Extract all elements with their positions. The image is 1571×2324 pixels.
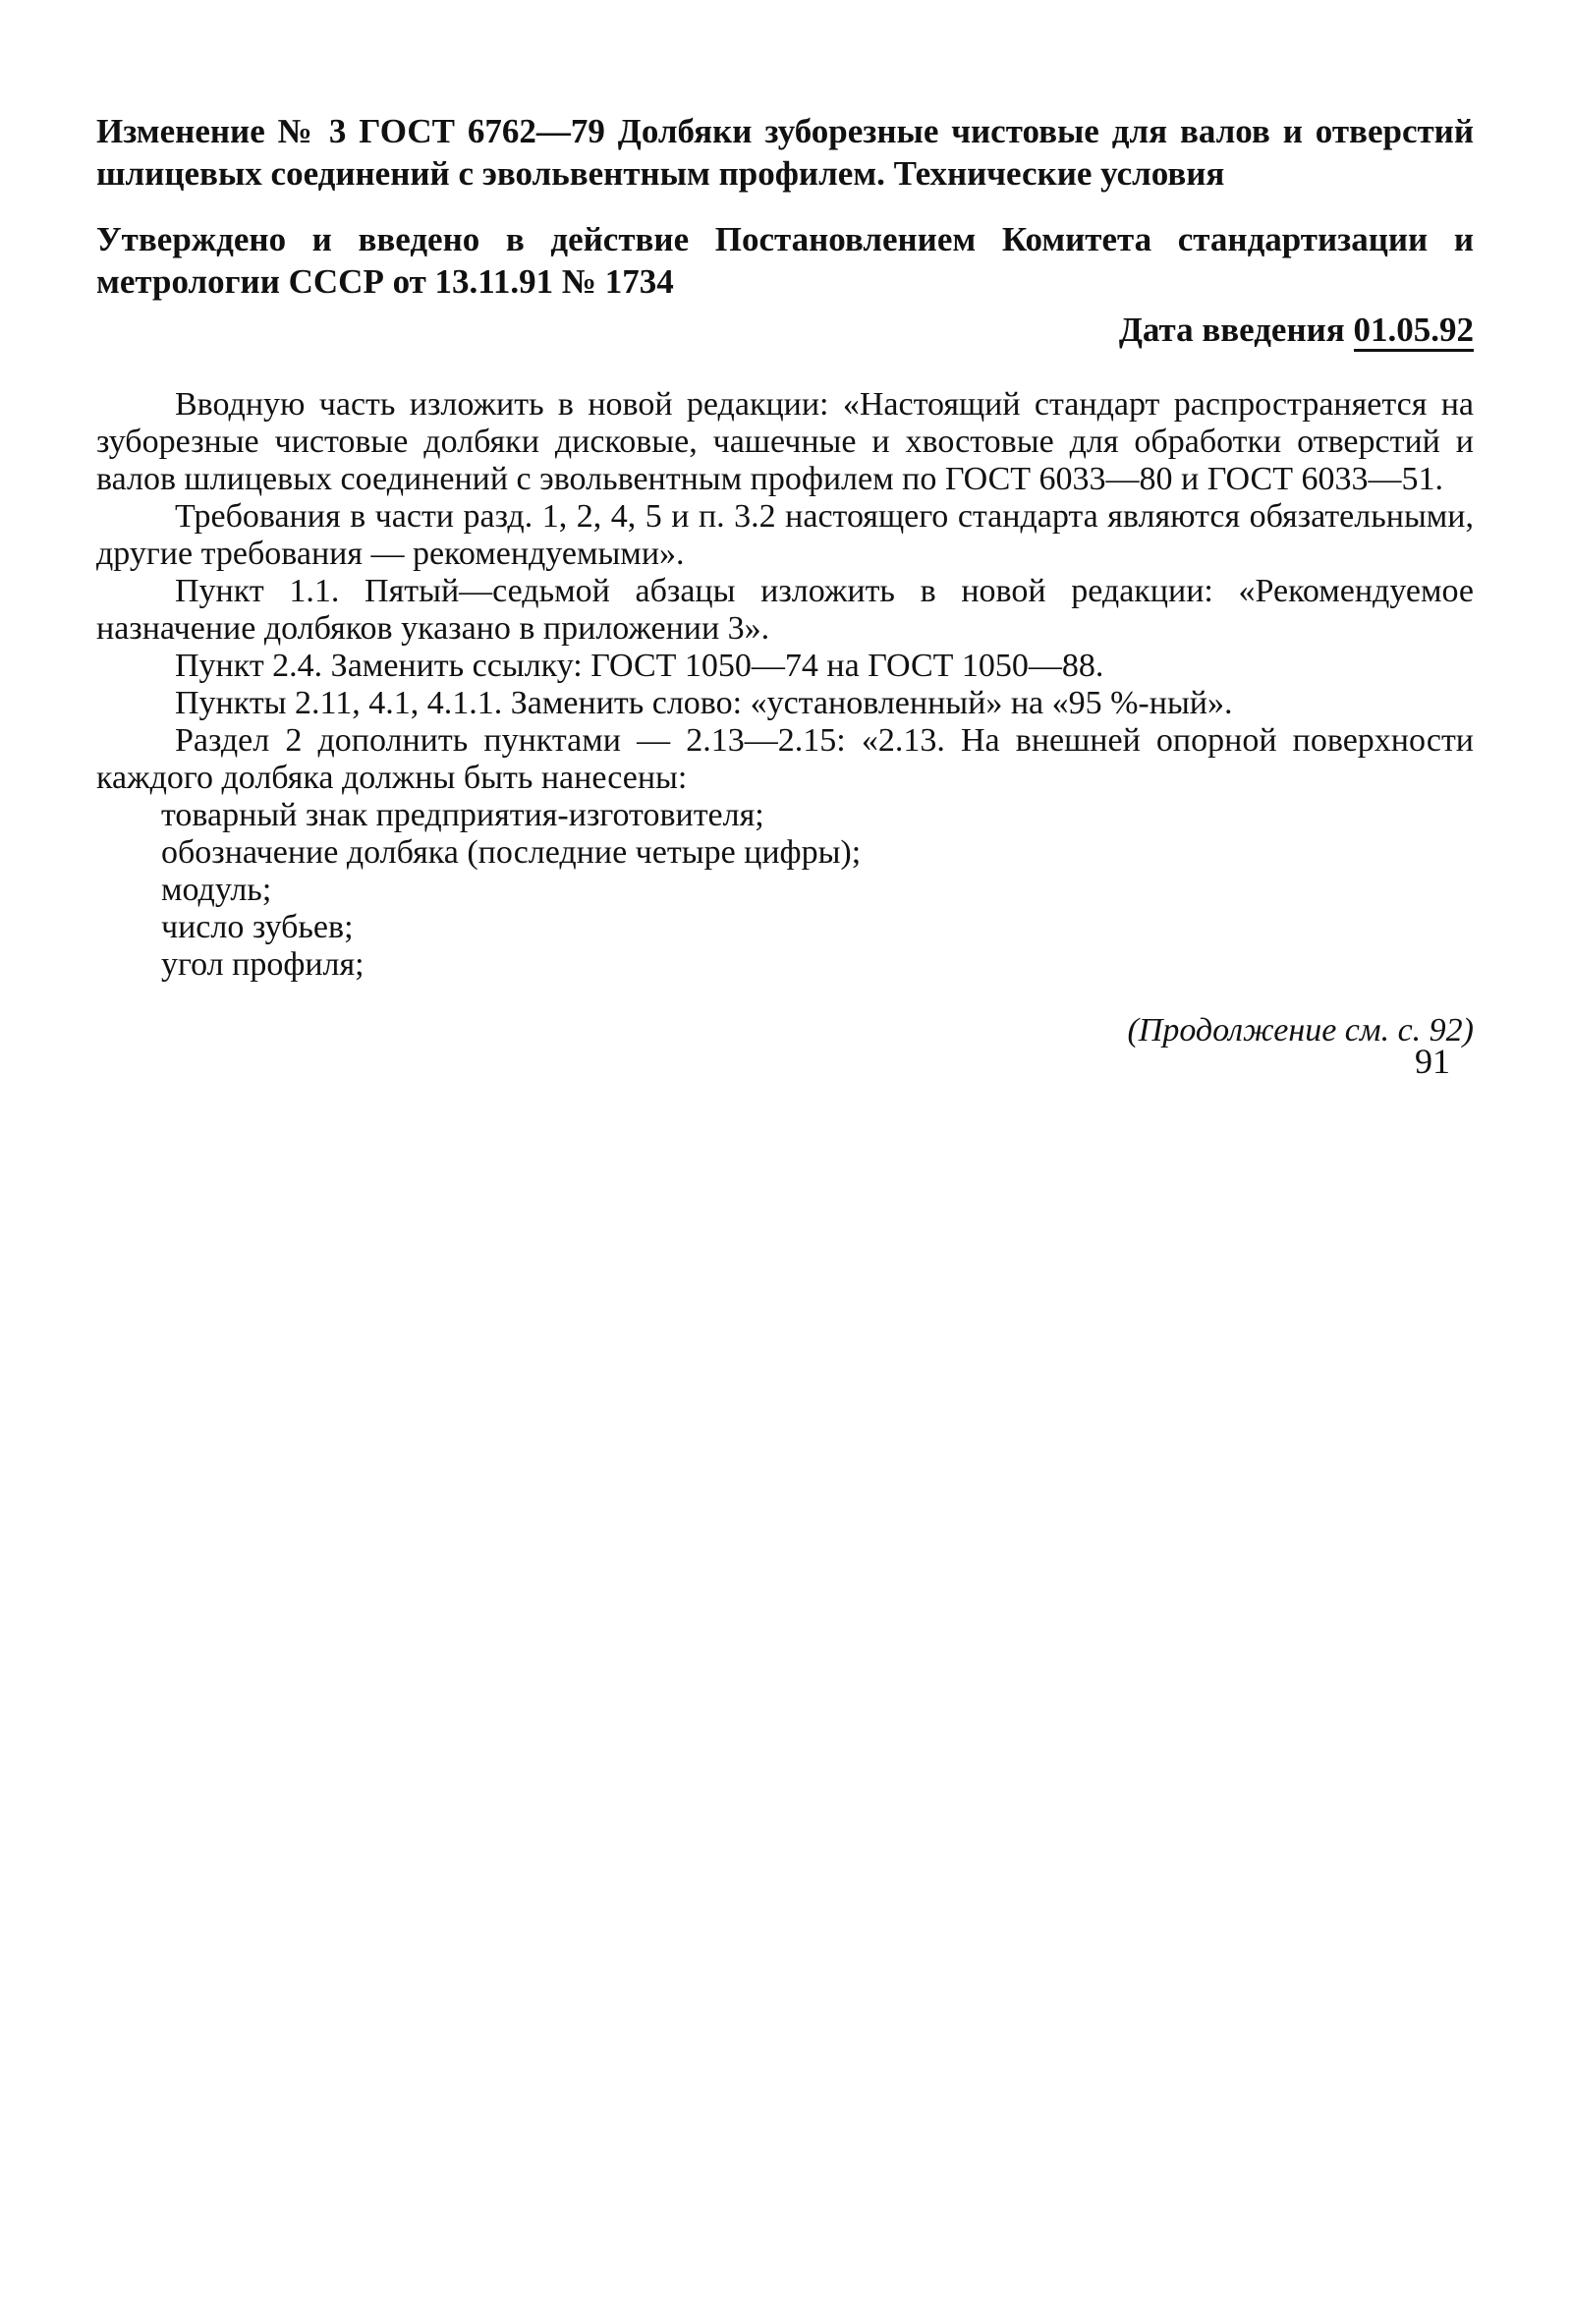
list-item: обозначение долбяка (последние четыре цифры);	[161, 834, 862, 871]
list-item: товарный знак предприятия-изготовителя;	[161, 797, 764, 833]
paragraph: Вводную часть изложить в новой редакции: «Настоящий стандарт распространяется на зуборезные чистовые долбяки дисковые, чашечные и хвостовые для обработки отверстий и валов шлицевых соединений с эвольвентным профилем по ГОСТ 6033—80 и ГОСТ 6033—51.	[96, 386, 1474, 497]
page-number: 91	[1415, 1042, 1450, 1081]
paragraph: Пункты 2.11, 4.1, 4.1.1. Заменить слово: «установленный» на «95 %-ный».	[175, 685, 1233, 721]
effective-date	[96, 309, 1474, 351]
marking-list	[96, 797, 1474, 984]
paragraph: Пункт 2.4. Заменить ссылку: ГОСТ 1050—74 на ГОСТ 1050—88.	[175, 648, 1104, 684]
document-content	[96, 110, 1474, 1050]
approval-statement: Утверждено и введено в действие Постановлением Комитета стандартизации и метрологии СССР от 13.11.91 № 1734	[96, 220, 1474, 301]
list-item: число зубьев;	[161, 909, 354, 945]
paragraph: Пункт 1.1. Пятый—седьмой абзацы изложить в новой редакции: «Рекомендуемое назначение долбяков указано в приложении 3».	[96, 573, 1474, 647]
list-item: модуль;	[161, 872, 272, 908]
effective-date-label: Дата введения	[1118, 311, 1345, 349]
continuation-note: (Продолжение см. с. 92)	[1127, 1012, 1474, 1049]
document-body	[96, 386, 1474, 984]
list-item: угол профиля;	[161, 946, 365, 983]
paragraph: Требования в части разд. 1, 2, 4, 5 и п. 3.2 настоящего стандарта являются обязательными, другие требования — рекомендуемыми».	[96, 498, 1474, 572]
document-title: Изменение № 3 ГОСТ 6762—79 Долбяки зуборезные чистовые для валов и отверстий шлицевых соединений с эвольвентным профилем. Технические условия	[96, 112, 1474, 193]
effective-date-value: 01.05.92	[1354, 311, 1475, 352]
paragraph: Раздел 2 дополнить пунктами — 2.13—2.15: «2.13. На внешней опорной поверхности каждого долбяка должны быть нанесены:	[96, 722, 1474, 796]
